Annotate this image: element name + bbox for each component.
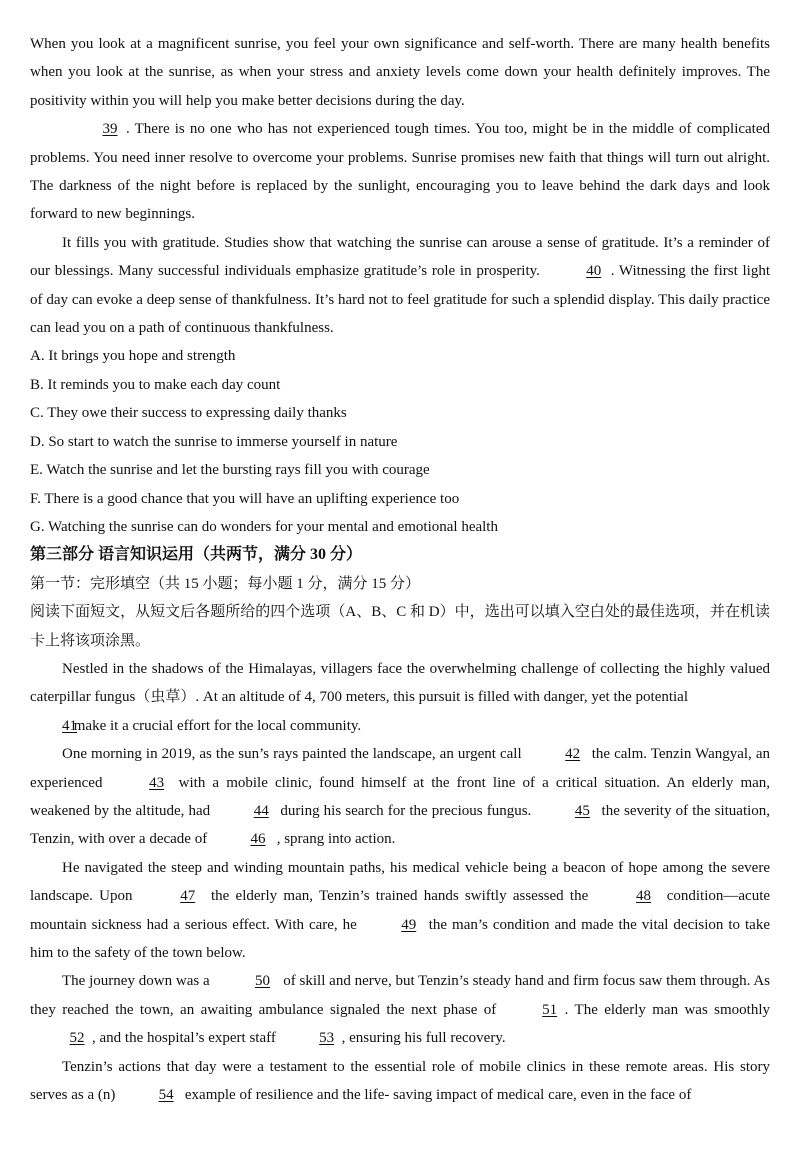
answer-blank-40: 40: [586, 263, 602, 280]
cloze-text: the severity of the situation, Tenzin, with over a decade of: [30, 802, 771, 848]
option-c: C. They owe their success to expressing daily thanks: [30, 405, 347, 422]
option-b: B. It reminds you to make each day count: [30, 376, 281, 393]
answer-blank-39: 39: [102, 121, 118, 138]
option-a: A. It brings you hope and strength: [30, 348, 236, 365]
section-instructions: 阅读下面短文，从短文后各题所给的四个选项（A、B、C 和 D）中，选出可以填入空白处的最佳选项，并在机读卡上将该项涂黑。: [30, 604, 770, 649]
cloze-text: Tenzin’s actions that day were a testament to the essential role of mobile clinics in these remote areas. His story serves as a (n): [30, 1058, 770, 1104]
option-g: G. Watching the sunrise can do wonders for your mental and emotional health: [30, 518, 498, 535]
cloze-text: the elderly man, Tenzin’s trained hands swiftly assessed the: [210, 888, 589, 905]
answer-blank-44: 44: [253, 802, 269, 819]
reading-paragraph-3-text-a: It fills you with gratitude. Studies show that watching the sunrise can arouse a sense of gratitude. It’s a reminder of our blessings. Many successful individuals emphasize gratitude’s role in prosperity.: [30, 234, 770, 280]
answer-blank-49: 49: [401, 916, 417, 933]
cloze-text: of skill and nerve, but Tenzin’s steady hand and firm focus saw them through. As they reached the town, an awaiting ambulance signaled the next phase of: [30, 973, 770, 1018]
answer-blank-47: 47: [180, 888, 196, 905]
cloze-text: , sprang into action.: [276, 831, 396, 848]
answer-blank-45: 45: [574, 802, 590, 819]
answer-blank-48: 48: [635, 888, 651, 905]
reading-paragraph-3-text-b: . Witnessing the first light of day can evoke a deep sense of thankfulness. It’s hard not to feel gratitude for such a splendid display. This daily practice can lead you on a path of continuous thankfulness.: [30, 263, 771, 337]
answer-blank-42: 42: [565, 746, 581, 763]
answer-blank-41: 41: [62, 717, 77, 734]
cloze-text: Nestled in the shadows of the Himalayas, villagers face the overwhelming challenge of collecting the highly valued caterpillar fungus（虫草）. At an altitude of 4, 700 meters, this pursuit is filled with danger, yet the potential: [30, 660, 770, 706]
cloze-text: The journey down was a: [62, 973, 210, 990]
cloze-paragraph-2: [30, 740, 770, 854]
answer-blank-43: 43: [149, 774, 165, 791]
cloze-text: condition—acute mountain sickness had a serious effect. With care, he: [30, 888, 771, 933]
section-subtitle: 第一节：完形填空（共 15 小题；每小题 1 分，满分 15 分）: [30, 575, 421, 592]
option-d: D. So start to watch the sunrise to immerse yourself in nature: [30, 433, 398, 450]
cloze-text: the calm. Tenzin Wangyal, an experienced: [30, 746, 771, 791]
answer-blank-54: 54: [158, 1087, 174, 1104]
answer-blank-51: 51: [542, 1001, 558, 1018]
answer-blank-46: 46: [250, 831, 266, 848]
cloze-text: He navigated the steep and winding mountain paths, his medical vehicle being a beacon of hope among the severe landscape. Upon: [30, 859, 770, 905]
answer-blank-50: 50: [254, 973, 270, 990]
answer-blank-52: 52: [69, 1030, 85, 1047]
option-e: E. Watch the sunrise and let the bursting rays fill you with courage: [30, 462, 430, 479]
reading-paragraph-2: [30, 115, 770, 229]
cloze-paragraph-1: [30, 655, 770, 740]
cloze-text: , ensuring his full recovery.: [341, 1030, 506, 1047]
section-title: 第三部分 语言知识运用（共两节，满分 30 分）: [30, 546, 363, 564]
reading-paragraph-2-text: . There is no one who has not experienced tough times. You too, might be in the middle of complicated problems. You need inner resolve to overcome your problems. Sunrise promises new faith that things will turn out alright. The darkness of the night before is replaced by the sunlight, encouraging you to leave behind the dark days and look forward to new beginnings.: [30, 121, 770, 223]
answer-blank-53: 53: [319, 1030, 335, 1047]
reading-paragraph-1: When you look at a magnificent sunrise, you feel your own significance and self-worth. There are many health benefits when you look at the sunrise, as when your stress and anxiety levels come down your health definitely improves. The positivity within you will help you make better decisions during the day.: [30, 36, 770, 109]
option-list: [30, 342, 770, 541]
cloze-text: , and the hospital’s expert staff: [92, 1030, 276, 1047]
cloze-text: with a mobile clinic, found himself at the front line of a critical situation. An elderly man, weakened by the altitude, had: [30, 774, 771, 819]
cloze-text: make it a crucial effort for the local community.: [73, 717, 362, 734]
option-f: F. There is a good chance that you will have an uplifting experience too: [30, 490, 460, 507]
cloze-text: during his search for the precious fungus.: [280, 802, 532, 819]
cloze-paragraph-3: [30, 854, 770, 968]
cloze-paragraph-5: [30, 1053, 770, 1110]
cloze-text: example of resilience and the life- saving impact of medical care, even in the face of: [184, 1087, 692, 1104]
reading-paragraph-3: [30, 229, 770, 343]
cloze-text: One morning in 2019, as the sun’s rays painted the landscape, an urgent call: [62, 746, 522, 763]
cloze-text: . The elderly man was smoothly: [564, 1001, 771, 1018]
cloze-paragraph-4: [30, 967, 770, 1052]
cloze-text: the man’s condition and made the vital decision to take him to the safety of the town below.: [30, 916, 770, 961]
